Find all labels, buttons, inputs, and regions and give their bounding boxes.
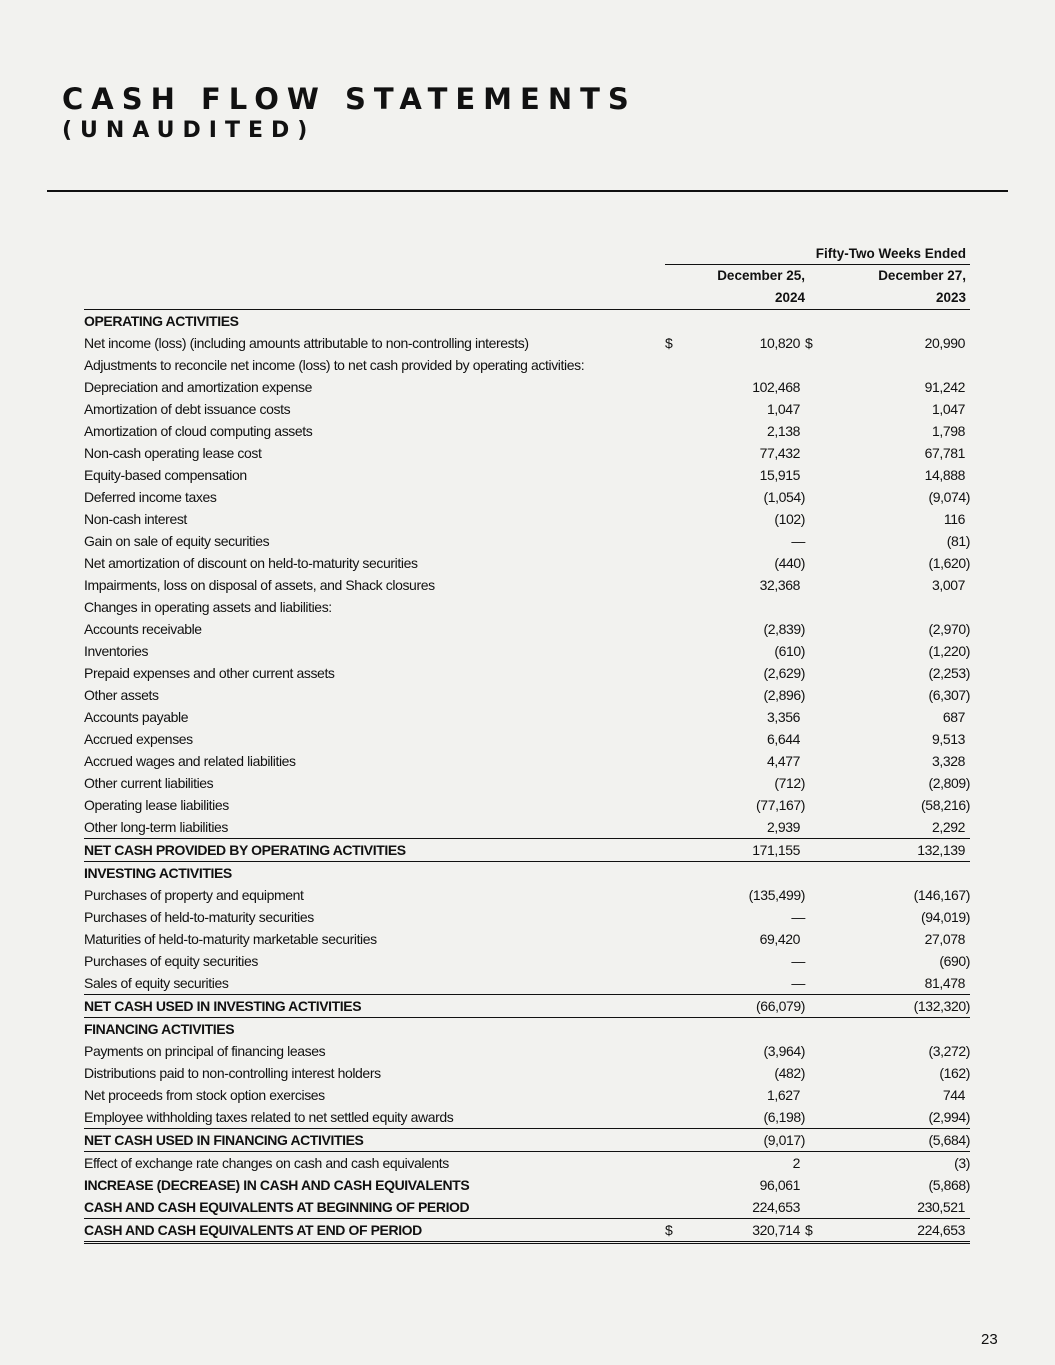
col2-year: 2023: [935, 290, 966, 305]
value-2024: —: [791, 533, 805, 549]
col1-date: December 25,: [717, 268, 805, 283]
dollar-sign: [665, 618, 690, 640]
value-2024: (440): [774, 555, 805, 571]
value-2024: (102): [774, 511, 805, 527]
value-2023: (5,868): [928, 1177, 970, 1193]
value-2024: 15,915: [759, 467, 800, 483]
value-2024: (9,017): [690, 1129, 805, 1152]
row-label: Purchases of equity securities: [84, 953, 258, 969]
table-row: [84, 816, 970, 839]
dollar-sign: $: [665, 335, 673, 351]
dollar-sign: [805, 972, 830, 995]
value-2024: (1,054): [763, 489, 805, 505]
value-2024: 3,356: [766, 709, 800, 725]
value-2023: (58,216): [921, 797, 970, 813]
row-label: Equity-based compensation: [84, 467, 247, 483]
dollar-sign: [805, 552, 830, 574]
value-2023: [830, 354, 970, 376]
dollar-sign: [665, 1106, 690, 1129]
table-row: [84, 972, 970, 995]
dollar-sign: [665, 486, 690, 508]
row-label: Effect of exchange rate changes on cash and cash equivalents: [84, 1152, 665, 1175]
row-label: Amortization of cloud computing assets: [84, 423, 313, 439]
col1-year: 2024: [774, 290, 805, 305]
value-2024: 2,138: [766, 423, 800, 439]
row-label: Accrued wages and related liabilities: [84, 753, 296, 769]
table-row: [84, 1062, 970, 1084]
value-2024: (77,167): [756, 797, 805, 813]
dollar-sign: [665, 816, 690, 839]
row-label: Purchases of held-to-maturity securities: [84, 909, 314, 925]
dollar-sign: [805, 310, 830, 333]
value-2023: (81): [946, 533, 970, 549]
value-2024: —: [791, 953, 805, 969]
dollar-sign: [805, 618, 830, 640]
table-row: [84, 750, 970, 772]
table-row: [84, 552, 970, 574]
dollar-sign: [665, 884, 690, 906]
value-2023: 1,047: [931, 401, 965, 417]
value-2023: (1,620): [928, 555, 970, 571]
row-label: Adjustments to reconcile net income (loss) to net cash provided by operating activities:: [84, 357, 585, 373]
row-label: Employee withholding taxes related to net settled equity awards: [84, 1106, 665, 1129]
table-row: [84, 640, 970, 662]
table-row: [84, 332, 970, 354]
table-row: [84, 706, 970, 728]
row-label: NET CASH USED IN INVESTING ACTIVITIES: [84, 995, 665, 1018]
value-2024: [690, 354, 805, 376]
dollar-sign: [665, 442, 690, 464]
value-2023: 230,521: [917, 1199, 965, 1215]
table-row: [84, 1174, 970, 1196]
row-label: Impairments, loss on disposal of assets, and Shack closures: [84, 577, 435, 593]
dollar-sign: [805, 464, 830, 486]
dollar-sign: [665, 420, 690, 442]
table-row: [84, 1196, 970, 1219]
table-row: [84, 950, 970, 972]
value-2024: (610): [774, 643, 805, 659]
dollar-sign: [665, 995, 690, 1018]
table-row: [84, 1129, 970, 1152]
value-2023: 224,653: [830, 1219, 970, 1243]
dollar-sign: [805, 906, 830, 928]
table-row: [84, 464, 970, 486]
dollar-sign: [805, 398, 830, 420]
table-row: [84, 376, 970, 398]
table-row: [84, 398, 970, 420]
table-row: [84, 1106, 970, 1129]
dollar-sign: [665, 310, 690, 333]
dollar-sign: [665, 662, 690, 684]
row-label: Changes in operating assets and liabilities:: [84, 599, 332, 615]
value-2023: (5,684): [830, 1129, 970, 1152]
dollar-sign: [665, 464, 690, 486]
dollar-sign: $: [805, 335, 813, 351]
dollar-sign: [805, 1040, 830, 1062]
value-2024: (482): [774, 1065, 805, 1081]
table-row: [84, 530, 970, 552]
row-label: NET CASH USED IN FINANCING ACTIVITIES: [84, 1129, 665, 1152]
value-2024: (135,499): [748, 887, 805, 903]
table-row: [84, 1152, 970, 1175]
value-2023: [830, 596, 970, 618]
dollar-sign: [805, 928, 830, 950]
dollar-sign: [665, 728, 690, 750]
table-row: [84, 596, 970, 618]
row-label: Net proceeds from stock option exercises: [84, 1087, 325, 1103]
value-2023: 20,990: [924, 335, 965, 351]
value-2023: 67,781: [924, 445, 965, 461]
dollar-sign: [665, 1018, 690, 1041]
value-2024: —: [690, 972, 805, 995]
dollar-sign: [665, 839, 690, 862]
dollar-sign: [805, 950, 830, 972]
value-2023: 91,242: [924, 379, 965, 395]
row-label: Payments on principal of financing leases: [84, 1043, 326, 1059]
period-header: Fifty-Two Weeks Ended: [815, 246, 966, 261]
value-2023: 3,328: [931, 753, 965, 769]
table-row: [84, 662, 970, 684]
row-label: Net amortization of discount on held-to-maturity securities: [84, 555, 418, 571]
table-row: [84, 684, 970, 706]
value-2024: [690, 310, 805, 333]
value-2024: 2,939: [690, 816, 805, 839]
dollar-sign: [665, 596, 690, 618]
dollar-sign: [805, 772, 830, 794]
table-row: [84, 906, 970, 928]
value-2023: 27,078: [924, 931, 965, 947]
dollar-sign: [665, 1062, 690, 1084]
value-2024: (66,079): [690, 995, 805, 1018]
row-label: FINANCING ACTIVITIES: [84, 1018, 665, 1041]
page-number: 23: [981, 1331, 998, 1348]
value-2024: 1,627: [766, 1087, 800, 1103]
row-label: INVESTING ACTIVITIES: [84, 862, 665, 885]
dollar-sign: [805, 750, 830, 772]
period-header-underline: [665, 264, 970, 265]
value-2024: [690, 862, 805, 885]
page-title: CASH FLOW STATEMENTS: [62, 82, 637, 116]
value-2024: [690, 1018, 805, 1041]
row-label: Accounts receivable: [84, 621, 202, 637]
row-label: INCREASE (DECREASE) IN CASH AND CASH EQUIVALENTS: [84, 1177, 470, 1193]
dollar-sign: [805, 530, 830, 552]
row-label: Amortization of debt issuance costs: [84, 401, 291, 417]
row-label: Non-cash interest: [84, 511, 187, 527]
table-row: [84, 928, 970, 950]
value-2024: 2: [690, 1152, 805, 1175]
value-2023: (3,272): [928, 1043, 970, 1059]
row-label: Other long-term liabilities: [84, 816, 665, 839]
table-row: [84, 310, 970, 333]
dollar-sign: [665, 640, 690, 662]
table-row: [84, 618, 970, 640]
value-2024: [690, 596, 805, 618]
value-2023: 1,798: [931, 423, 965, 439]
row-label: Inventories: [84, 643, 149, 659]
dollar-sign: [805, 884, 830, 906]
value-2023: [830, 310, 970, 333]
table-row: [84, 1040, 970, 1062]
dollar-sign: [665, 552, 690, 574]
value-2024: 32,368: [759, 577, 800, 593]
title-divider: [47, 190, 1008, 192]
value-2024: 1,047: [766, 401, 800, 417]
value-2023: 14,888: [924, 467, 965, 483]
dollar-sign: [805, 1018, 830, 1041]
dollar-sign: [665, 1040, 690, 1062]
table-row: [84, 728, 970, 750]
table-row: [84, 884, 970, 906]
row-label: CASH AND CASH EQUIVALENTS AT BEGINNING OF PERIOD: [84, 1199, 470, 1215]
dollar-sign: [805, 1062, 830, 1084]
row-label: Purchases of property and equipment: [84, 887, 304, 903]
dollar-sign: [805, 596, 830, 618]
value-2023: (146,167): [913, 887, 970, 903]
value-2024: 4,477: [766, 753, 800, 769]
dollar-sign: [665, 530, 690, 552]
row-label: Accrued expenses: [84, 731, 193, 747]
dollar-sign: [665, 1152, 690, 1175]
value-2024: 6,644: [766, 731, 800, 747]
value-2024: 102,468: [752, 379, 800, 395]
value-2023: (94,019): [921, 909, 970, 925]
row-label: Sales of equity securities: [84, 972, 665, 995]
value-2023: 3,007: [931, 577, 965, 593]
value-2023: (1,220): [928, 643, 970, 659]
value-2024: (2,896): [763, 687, 805, 703]
dollar-sign: [665, 750, 690, 772]
row-label: Operating lease liabilities: [84, 797, 229, 813]
dollar-sign: [665, 706, 690, 728]
dollar-sign: [665, 1129, 690, 1152]
dollar-sign: [805, 794, 830, 816]
row-label: Other assets: [84, 687, 159, 703]
value-2024: 69,420: [759, 931, 800, 947]
value-2023: 2,292: [830, 816, 970, 839]
dollar-sign: [805, 376, 830, 398]
value-2024: (3,964): [763, 1043, 805, 1059]
dollar-sign: [805, 574, 830, 596]
value-2023: (132,320): [830, 995, 970, 1018]
dollar-sign: [805, 995, 830, 1018]
value-2024: 77,432: [759, 445, 800, 461]
dollar-sign: [805, 684, 830, 706]
cash-flow-table: [84, 309, 970, 1244]
dollar-sign: [805, 662, 830, 684]
table-row: [84, 995, 970, 1018]
value-2024: 320,714: [690, 1219, 805, 1243]
table-row: [84, 486, 970, 508]
value-2024: (712): [774, 775, 805, 791]
dollar-sign: [665, 862, 690, 885]
dollar-sign: [805, 508, 830, 530]
dollar-sign: [665, 972, 690, 995]
table-row: [84, 508, 970, 530]
row-label: Net income (loss) (including amounts attributable to non-controlling interests): [84, 335, 529, 351]
dollar-sign: [665, 684, 690, 706]
value-2023: (2,994): [830, 1106, 970, 1129]
table-row: [84, 420, 970, 442]
row-label: Prepaid expenses and other current assets: [84, 665, 335, 681]
dollar-sign: $: [665, 1219, 690, 1243]
dollar-sign: [805, 640, 830, 662]
value-2023: 132,139: [830, 839, 970, 862]
value-2023: (162): [939, 1065, 970, 1081]
value-2023: (2,970): [928, 621, 970, 637]
dollar-sign: [665, 794, 690, 816]
dollar-sign: [665, 574, 690, 596]
dollar-sign: [805, 1174, 830, 1196]
dollar-sign: [665, 508, 690, 530]
row-label: Depreciation and amortization expense: [84, 379, 313, 395]
table-row: [84, 1084, 970, 1106]
value-2023: (9,074): [928, 489, 970, 505]
value-2023: (2,809): [928, 775, 970, 791]
dollar-sign: [805, 354, 830, 376]
value-2023: (6,307): [928, 687, 970, 703]
dollar-sign: [665, 1174, 690, 1196]
dollar-sign: $: [805, 1219, 830, 1243]
value-2024: (2,839): [763, 621, 805, 637]
value-2024: (6,198): [690, 1106, 805, 1129]
value-2024: (2,629): [763, 665, 805, 681]
dollar-sign: [665, 772, 690, 794]
row-label: Other current liabilities: [84, 775, 214, 791]
row-label: Accounts payable: [84, 709, 189, 725]
row-label: NET CASH PROVIDED BY OPERATING ACTIVITIES: [84, 839, 665, 862]
row-label: Non-cash operating lease cost: [84, 445, 262, 461]
table-row: [84, 354, 970, 376]
dollar-sign: [805, 839, 830, 862]
row-label: Maturities of held-to-maturity marketable securities: [84, 931, 377, 947]
dollar-sign: [805, 1152, 830, 1175]
value-2023: 744: [942, 1087, 965, 1103]
value-2023: 9,513: [931, 731, 965, 747]
table-row: [84, 862, 970, 885]
value-2023: 687: [942, 709, 965, 725]
value-2023: [830, 1018, 970, 1041]
dollar-sign: [665, 950, 690, 972]
row-label: OPERATING ACTIVITIES: [84, 310, 665, 333]
dollar-sign: [805, 1084, 830, 1106]
value-2024: 10,820: [759, 335, 800, 351]
row-label: Deferred income taxes: [84, 489, 217, 505]
row-label: Distributions paid to non-controlling interest holders: [84, 1065, 381, 1081]
dollar-sign: [805, 420, 830, 442]
value-2024: —: [791, 909, 805, 925]
value-2024: 171,155: [690, 839, 805, 862]
dollar-sign: [665, 1084, 690, 1106]
value-2023: (2,253): [928, 665, 970, 681]
dollar-sign: [665, 928, 690, 950]
dollar-sign: [665, 376, 690, 398]
dollar-sign: [805, 1129, 830, 1152]
row-label: CASH AND CASH EQUIVALENTS AT END OF PERIOD: [84, 1219, 665, 1243]
table-row: [84, 442, 970, 464]
table-row: [84, 794, 970, 816]
value-2023: (690): [939, 953, 970, 969]
dollar-sign: [805, 1196, 830, 1219]
table-row: [84, 1219, 970, 1243]
value-2023: 116: [943, 511, 965, 527]
dollar-sign: [805, 1106, 830, 1129]
value-2024: 96,061: [759, 1177, 800, 1193]
dollar-sign: [805, 706, 830, 728]
table-row: [84, 574, 970, 596]
dollar-sign: [805, 862, 830, 885]
table-row: [84, 839, 970, 862]
dollar-sign: [805, 816, 830, 839]
table-row: [84, 1018, 970, 1041]
col2-date: December 27,: [878, 268, 966, 283]
dollar-sign: [805, 728, 830, 750]
dollar-sign: [665, 398, 690, 420]
value-2023: (3): [830, 1152, 970, 1175]
table-row: [84, 772, 970, 794]
cash-flow-table-body: [84, 310, 970, 1243]
dollar-sign: [665, 354, 690, 376]
dollar-sign: [665, 1196, 690, 1219]
page-subtitle: (UNAUDITED): [62, 118, 316, 143]
row-label: Gain on sale of equity securities: [84, 533, 270, 549]
value-2023: [830, 862, 970, 885]
value-2023: 81,478: [830, 972, 970, 995]
dollar-sign: [805, 442, 830, 464]
dollar-sign: [665, 906, 690, 928]
dollar-sign: [805, 486, 830, 508]
value-2024: 224,653: [752, 1199, 800, 1215]
